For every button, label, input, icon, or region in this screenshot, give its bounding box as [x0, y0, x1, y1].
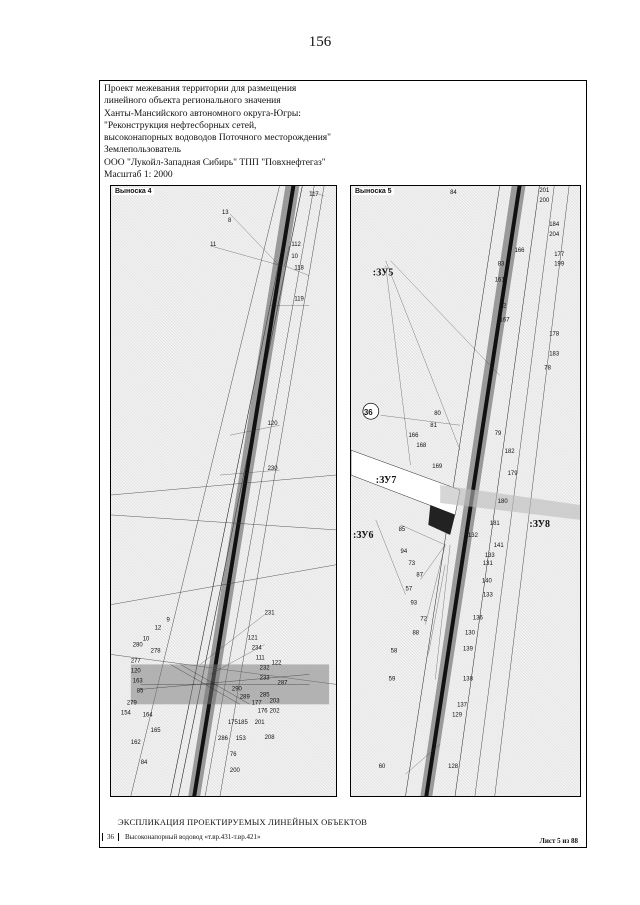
svg-text:177: 177 [554, 251, 565, 258]
title-line: высоконапорных водоводов Поточного месторождения" [104, 133, 332, 144]
svg-text:11: 11 [210, 241, 217, 248]
title-line: Ханты-Мансийского автономного округа-Югры: [104, 108, 301, 119]
svg-text:121: 121 [247, 635, 258, 642]
svg-text:60: 60 [378, 764, 386, 771]
svg-text:94: 94 [400, 548, 408, 555]
svg-text:13: 13 [222, 209, 229, 216]
page-number: 156 [308, 34, 332, 50]
zone-label-zu6: :ЗУ6 [352, 529, 374, 541]
svg-text:10: 10 [142, 636, 150, 643]
svg-text:118: 118 [294, 265, 304, 272]
svg-text:290: 290 [231, 686, 242, 693]
svg-text:200: 200 [229, 768, 240, 775]
svg-text:178: 178 [549, 331, 560, 338]
svg-text:12: 12 [154, 625, 162, 632]
svg-text:137: 137 [457, 702, 467, 709]
svg-text:199: 199 [554, 261, 565, 268]
svg-text:287: 287 [277, 680, 288, 687]
svg-text:166: 166 [514, 247, 525, 254]
svg-text:179: 179 [507, 471, 518, 478]
legend-row [102, 833, 260, 841]
svg-text:201: 201 [539, 187, 550, 194]
svg-text:81: 81 [430, 423, 437, 430]
svg-text:201: 201 [254, 720, 265, 727]
svg-text:286: 286 [218, 736, 228, 743]
svg-text:277: 277 [130, 658, 141, 665]
sheet-label: Лист 5 из 88 [539, 837, 578, 845]
svg-text:180: 180 [497, 498, 508, 505]
title-line: линейного объекта регионального значения [104, 96, 281, 107]
svg-text:120: 120 [267, 421, 278, 428]
svg-text:72: 72 [420, 616, 428, 623]
map-panel-4 [110, 185, 337, 797]
svg-text:234: 234 [251, 645, 262, 652]
svg-text:133: 133 [482, 592, 493, 599]
svg-text:154: 154 [120, 710, 131, 717]
svg-text:84: 84 [450, 189, 457, 196]
svg-text:140: 140 [481, 578, 492, 585]
title-line: ООО "Лукойл-Западная Сибирь" ТПП "Повхнефтегаз" [104, 157, 326, 168]
svg-text:285: 285 [259, 692, 270, 699]
svg-text:161: 161 [494, 277, 505, 284]
circle-label-36: 36 [363, 408, 373, 418]
svg-text:138: 138 [463, 676, 473, 683]
svg-text:9: 9 [166, 617, 170, 624]
svg-text:129: 129 [452, 712, 463, 719]
svg-text:87: 87 [416, 572, 424, 579]
svg-text:58: 58 [390, 648, 398, 655]
svg-text:57: 57 [405, 586, 413, 593]
zone-label-zu8: :ЗУ8 [529, 518, 550, 530]
svg-text:208: 208 [264, 735, 275, 742]
svg-text:93: 93 [410, 600, 418, 607]
title-line: Землепользователь [104, 145, 181, 156]
panel-label-4: Выноска 4 [115, 188, 152, 195]
svg-text:204: 204 [549, 231, 560, 238]
svg-text:120: 120 [130, 668, 141, 675]
svg-text:232: 232 [259, 665, 270, 672]
title-line: "Реконструкция нефтесборных сетей, [104, 120, 257, 131]
svg-text:164: 164 [142, 712, 153, 719]
svg-text:78: 78 [544, 365, 551, 372]
svg-text:177: 177 [251, 700, 262, 707]
svg-text:117: 117 [309, 191, 319, 198]
svg-text:85: 85 [136, 688, 144, 695]
title-block [104, 83, 331, 181]
svg-text:128: 128 [448, 764, 459, 771]
svg-text:10: 10 [291, 253, 299, 260]
svg-text:202: 202 [269, 708, 280, 715]
svg-text:200: 200 [539, 197, 550, 204]
svg-text:183: 183 [549, 351, 560, 358]
svg-text:181: 181 [489, 520, 500, 527]
title-line: Масштаб 1: 2000 [104, 170, 173, 181]
svg-text:111: 111 [255, 655, 265, 662]
map-drawing-4 [111, 186, 336, 796]
explication-title: ЭКСПЛИКАЦИЯ ПРОЕКТИРУЕМЫХ ЛИНЕЙНЫХ ОБЪЕКТОВ [118, 817, 368, 827]
svg-text:203: 203 [269, 698, 280, 705]
svg-text:82: 82 [499, 303, 507, 310]
svg-text:76: 76 [229, 752, 237, 759]
svg-text:184: 184 [549, 221, 560, 228]
svg-text:280: 280 [132, 642, 143, 649]
svg-text:88: 88 [412, 630, 420, 637]
svg-text:278: 278 [150, 648, 161, 655]
svg-text:175: 175 [227, 720, 238, 727]
svg-text:59: 59 [388, 676, 396, 683]
svg-text:182: 182 [504, 449, 515, 456]
zone-label-zu5: :ЗУ5 [372, 267, 394, 279]
drawing-frame [99, 80, 587, 848]
svg-text:83: 83 [497, 261, 505, 268]
svg-text:231: 231 [264, 610, 275, 617]
legend-text: Высоконапорный водовод «т.вр.431-т.вр.421» [125, 833, 261, 841]
svg-text:176: 176 [257, 708, 268, 715]
svg-text:80: 80 [434, 411, 441, 418]
panel-label-5: Выноска 5 [355, 188, 392, 195]
svg-text:165: 165 [150, 728, 161, 735]
legend-number: 36 [102, 833, 119, 841]
svg-text:230: 230 [267, 466, 278, 473]
svg-text:122: 122 [271, 660, 282, 667]
svg-text:168: 168 [416, 443, 427, 450]
svg-text:112: 112 [291, 241, 301, 248]
map-drawing-5 [351, 186, 580, 796]
svg-text:141: 141 [493, 542, 504, 549]
svg-text:139: 139 [463, 646, 473, 653]
svg-text:130: 130 [465, 630, 475, 637]
svg-text:289: 289 [239, 694, 250, 701]
svg-text:131: 131 [482, 560, 493, 567]
svg-text:79: 79 [494, 431, 502, 438]
svg-text:185: 185 [237, 720, 248, 727]
svg-text:233: 233 [259, 675, 270, 682]
svg-text:163: 163 [132, 678, 143, 685]
svg-text:85: 85 [398, 526, 406, 533]
map-panel-5 [350, 185, 581, 797]
svg-text:169: 169 [432, 464, 443, 471]
svg-text:119: 119 [294, 296, 304, 303]
svg-text:167: 167 [499, 317, 510, 324]
svg-text:166: 166 [408, 433, 419, 440]
svg-text:162: 162 [130, 740, 141, 747]
svg-text:8: 8 [227, 217, 232, 224]
svg-text:136: 136 [472, 615, 483, 622]
svg-text:133: 133 [484, 552, 495, 559]
svg-text:84: 84 [140, 760, 148, 767]
zone-label-zu7: :ЗУ7 [375, 475, 397, 487]
svg-text:132: 132 [467, 532, 478, 539]
svg-text:279: 279 [126, 700, 137, 707]
title-line: Проект межевания территории для размещения [104, 84, 297, 94]
svg-text:73: 73 [408, 560, 416, 567]
svg-text:153: 153 [235, 736, 246, 743]
